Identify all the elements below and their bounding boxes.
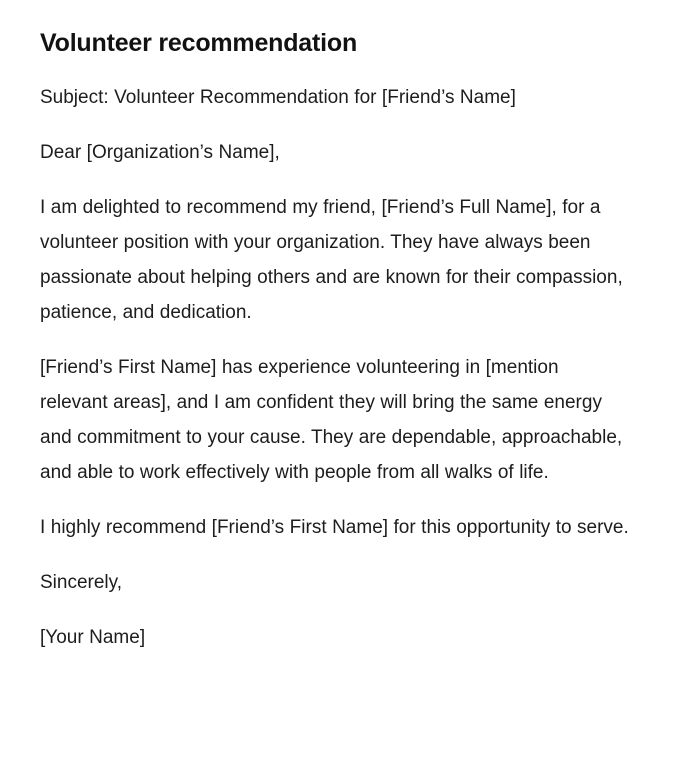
paragraph-signature: [Your Name] <box>40 627 146 648</box>
paragraph-salutation: Dear [Organization’s Name], <box>40 142 280 163</box>
page-title: Volunteer recommendation <box>40 29 358 57</box>
paragraph-intro: I am delighted to recommend my friend, [Friend’s Full Name], for a volunteer position with your organization. They have always been passionate about helping others and are known for their compassion, patience, and dedication. <box>40 197 623 323</box>
paragraph-subject: Subject: Volunteer Recommendation for [Friend’s Name] <box>40 87 516 108</box>
paragraph-experience: [Friend’s First Name] has experience volunteering in [mention relevant areas], and I am confident they will bring the same energy and commitment to your cause. They are dependable, approachable, and able to work effectively with people from all walks of life. <box>40 357 623 483</box>
paragraph-closing: Sincerely, <box>40 572 123 593</box>
paragraph-recommendation: I highly recommend [Friend’s First Name] for this opportunity to serve. <box>40 517 629 538</box>
